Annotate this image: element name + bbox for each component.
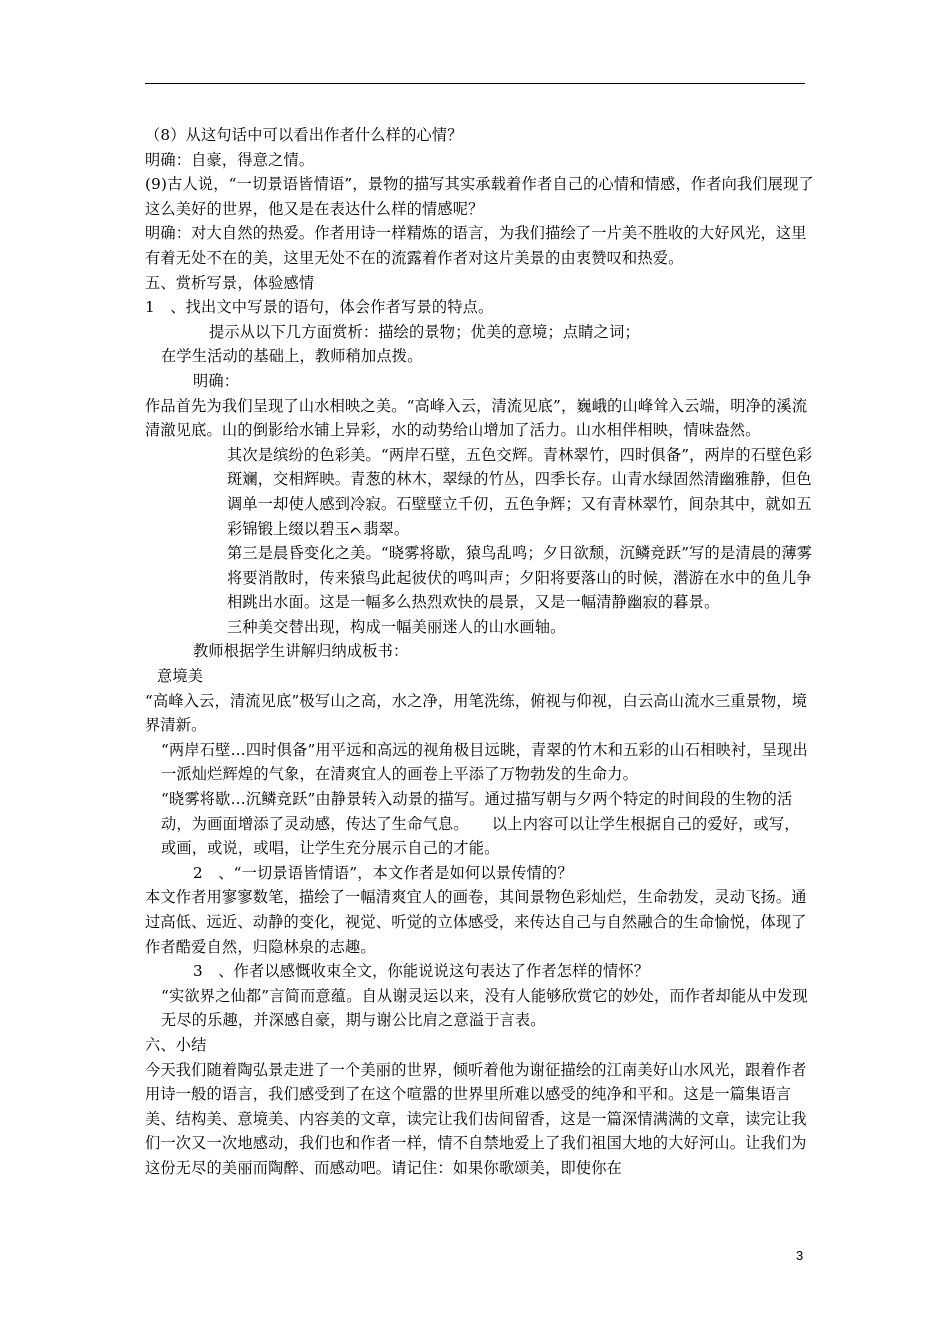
paragraph: 明确： bbox=[193, 371, 240, 390]
paragraph: (9)古人说，“一切景语皆情语”，景物的描写其实承载着作者自己的心情和情感，作者向我们展现了这么美好的世界，他又是在表达什么样的情感呢？ bbox=[145, 175, 814, 218]
paragraph: 三种美交替出现，构成一幅美丽迷人的山水画轴。 bbox=[227, 617, 566, 636]
paragraph: 意境美 bbox=[157, 667, 204, 686]
paragraph: 五、赏析写景，体验感情 bbox=[145, 273, 315, 292]
header-rule bbox=[145, 83, 805, 84]
paragraph: 六、小结 bbox=[145, 1035, 207, 1054]
paragraph: 提示从以下几方面赏析：描绘的景物；优美的意境；点睛之词； bbox=[209, 322, 640, 341]
page-number: 3 bbox=[796, 1248, 804, 1263]
paragraph: 2 、“一切景语皆情语”，本文作者是如何以景传情的？ bbox=[193, 863, 573, 882]
paragraph: “高峰入云，清流见底”极写山之高，水之净，用笔洗练，俯视与仰视，白云高山流水三重景物，境界清新。 bbox=[145, 691, 808, 735]
paragraph: 第三是晨昏变化之美。“晓雾将歇，猿鸟乱鸣；夕日欲颓，沉鳞竞跃”写的是清晨的薄雾将要消散时，传来猿鸟此起彼伏的鸣叫声；夕阳将要落山的时候，潜游在水中的鱼儿争相跳出水面。这是一幅多么热烈欢快的晨景，又是一幅清静幽寂的暮景。 bbox=[227, 544, 813, 612]
paragraph: “实欲界之仙都”言简而意蕴。自从谢灵运以来，没有人能够欣赏它的妙处，而作者却能从中发现无尽的乐趣，并深感自豪，期与谢公比肩之意溢于言表。 bbox=[161, 986, 808, 1030]
document-body bbox=[145, 123, 815, 1181]
paragraph: 在学生活动的基础上，教师稍加点拨。 bbox=[161, 347, 423, 366]
paragraph: “两岸石壁…四时俱备”用平远和高远的视角极目远眺，青翠的竹木和五彩的山石相映衬，呈现出一派灿烂辉煌的气象，在清爽宜人的画卷上平添了万物勃发的生命力。 bbox=[161, 740, 808, 784]
paragraph: “晓雾将歇…沉鳞竞跃”由静景转入动景的描写。通过描写朝与夕两个特定的时间段的生物的活动，为画面增添了灵动感，传达了生命气息。 以上内容可以让学生根据自己的爱好，或写，或画，或说，或唱，让学生充分展示自己的才能。 bbox=[161, 790, 800, 858]
paragraph: 作品首先为我们呈现了山水相映之美。“高峰入云，清流见底”，巍峨的山峰耸入云端，明净的溪流清澈见底。山的倒影给水铺上异彩，水的动势给山增加了活力。山水相伴相映，情味盎然。 bbox=[145, 396, 808, 440]
paragraph: 教师根据学生讲解归纳成板书： bbox=[193, 642, 409, 661]
paragraph: 3 、作者以感慨收束全文，你能说说这句表达了作者怎样的情怀？ bbox=[193, 962, 650, 981]
paragraph: 其次是缤纷的色彩美。“两岸石壁，五色交辉。青林翠竹，四时俱备”，两岸的石壁色彩斑斓，交相辉映。青葱的林木，翠绿的竹丛，四季长存。山青水绿固然清幽雅静，但色调单一却使人感到冷寂。石壁壁立千仞，五色争辉；又有青林翠竹，间杂其中，就如五彩锦锻上缀以碧玉ᨈ翡翠。 bbox=[227, 445, 813, 538]
paragraph: 本文作者用寥寥数笔，描绘了一幅清爽宜人的画卷，其间景物色彩灿烂，生命勃发，灵动飞扬。通过高低、远近、动静的变化，视觉、听觉的立体感受，来传达自己与自然融合的生命愉悦，体现了作者酷爱自然，归隐林泉的志趣。 bbox=[145, 888, 807, 956]
paragraph: 1 、找出文中写景的语句，体会作者写景的特点。 bbox=[145, 298, 494, 317]
paragraph: （8）从这句话中可以看出作者什么样的心情？ bbox=[145, 126, 463, 144]
paragraph: 今天我们随着陶弘景走进了一个美丽的世界，倾听着他为谢征描绘的江南美好山水风光，跟着作者用诗一般的语言，我们感受到了在这个喧嚣的世界里所难以感受的纯净和平和。这是一篇集语言美、结构美、意境美、内容美的文章，读完让我们齿间留香，这是一篇深情满满的文章，读完让我们一次又一次地感动，我们也和作者一样，情不自禁地爱上了我们祖国大地的大好河山。让我们为这份无尽的美丽而陶醉、而感动吧。请记住：如果你歌颂美，即使你在 bbox=[145, 1060, 807, 1177]
paragraph: 明确：自豪，得意之情。 bbox=[145, 150, 315, 169]
paragraph: 明确：对大自然的热爱。作者用诗一样精炼的语言，为我们描绘了一片美不胜收的大好风光，这里有着无处不在的美，这里无处不在的流露着作者对这片美景的由衷赞叹和热爱。 bbox=[145, 224, 807, 267]
